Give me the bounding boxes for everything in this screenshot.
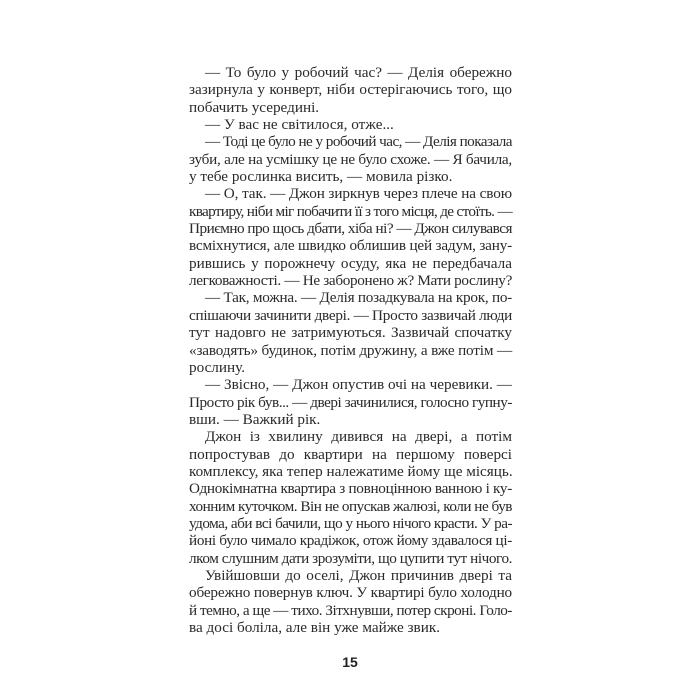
text-line: обережно повернув ключ. У квартирі було холодно — [189, 584, 512, 602]
text-line: лком слушним дати зрозуміти, що цупити тут нічого. — [189, 549, 512, 567]
text-line: «заводять» будинок, потім дружину, а вже потім — — [189, 341, 512, 359]
text-line: — Тоді це було не у робочий час, — Делія показала — [205, 133, 512, 151]
text-line: удома, аби всі бачили, що у нього нічого красти. У ра- — [189, 514, 512, 532]
text-line: ва досі боліла, але він уже майже звик. — [189, 619, 441, 636]
text-line: рослину. — [189, 358, 246, 376]
text-line: — У вас не світилося, отже... — [205, 116, 394, 134]
text-line: комплексу, яка тепер належатиме йому ще місяць. — [189, 462, 513, 480]
text-line: квартиру, ніби міг побачити її з того місця, де стоїть. — — [189, 202, 512, 220]
text-line: у тебе рослинка висить, — мовила різко. — [189, 168, 453, 186]
text-line: вши. — Важкий рік. — [189, 410, 321, 428]
text-line: — Звісно, — Джон опустив очі на черевики. — — [205, 376, 512, 394]
text-line: — То було у робочий час? — Делія обережно — [205, 64, 512, 81]
text-line: легковажності. — Не заборонено ж? Мати рослину? — [189, 272, 512, 290]
text-line: — О, так. — Джон зиркнув через плече на свою — [205, 185, 512, 203]
text-line: — Так, можна. — Делія позадкувала на крок, по- — [205, 289, 512, 307]
text-line: зазирнула у конверт, ніби остерігаючись того, що — [189, 81, 512, 99]
text-line: всміхнутися, але швидко облишив цей задум, зану- — [189, 237, 512, 255]
text-line: попростував до квартири на першому поверсі — [189, 445, 512, 463]
body-text — [189, 64, 512, 636]
text-line: рившись у порожнечу осуду, яка не передбачала — [189, 254, 512, 272]
text-line: зуби, але на усмішку це не було схоже. — Я бачила, — [189, 150, 512, 168]
page-number: 15 — [342, 654, 358, 670]
text-line: хонним куточком. Він не опускав жалюзі, коли не був — [189, 497, 512, 515]
text-line: Просто рік був... — двері зачинилися, голосно гупну- — [189, 393, 512, 411]
text-line: йоні було чимало крадіжок, отож йому здавалося ці- — [189, 532, 512, 550]
text-line: спішаючи зачинити двері. — Просто зазвичай люди — [189, 306, 512, 324]
text-line: тут надовго не затримуються. Зазвичай спочатку — [189, 324, 512, 342]
text-line: Приємно про щось дбати, хіба ні? — Джон силувався — [189, 220, 512, 238]
text-line: побачить усередині. — [189, 98, 320, 116]
text-line: Увійшовши до оселі, Джон причинив двері та — [205, 566, 512, 584]
text-line: Однокімнатна квартира з повноцінною ванною і ку- — [189, 480, 512, 498]
text-line: й темно, а ще — тихо. Зітхнувши, потер скроні. Голо- — [189, 601, 512, 619]
text-line: Джон із хвилину дивився на двері, а потім — [205, 428, 512, 446]
